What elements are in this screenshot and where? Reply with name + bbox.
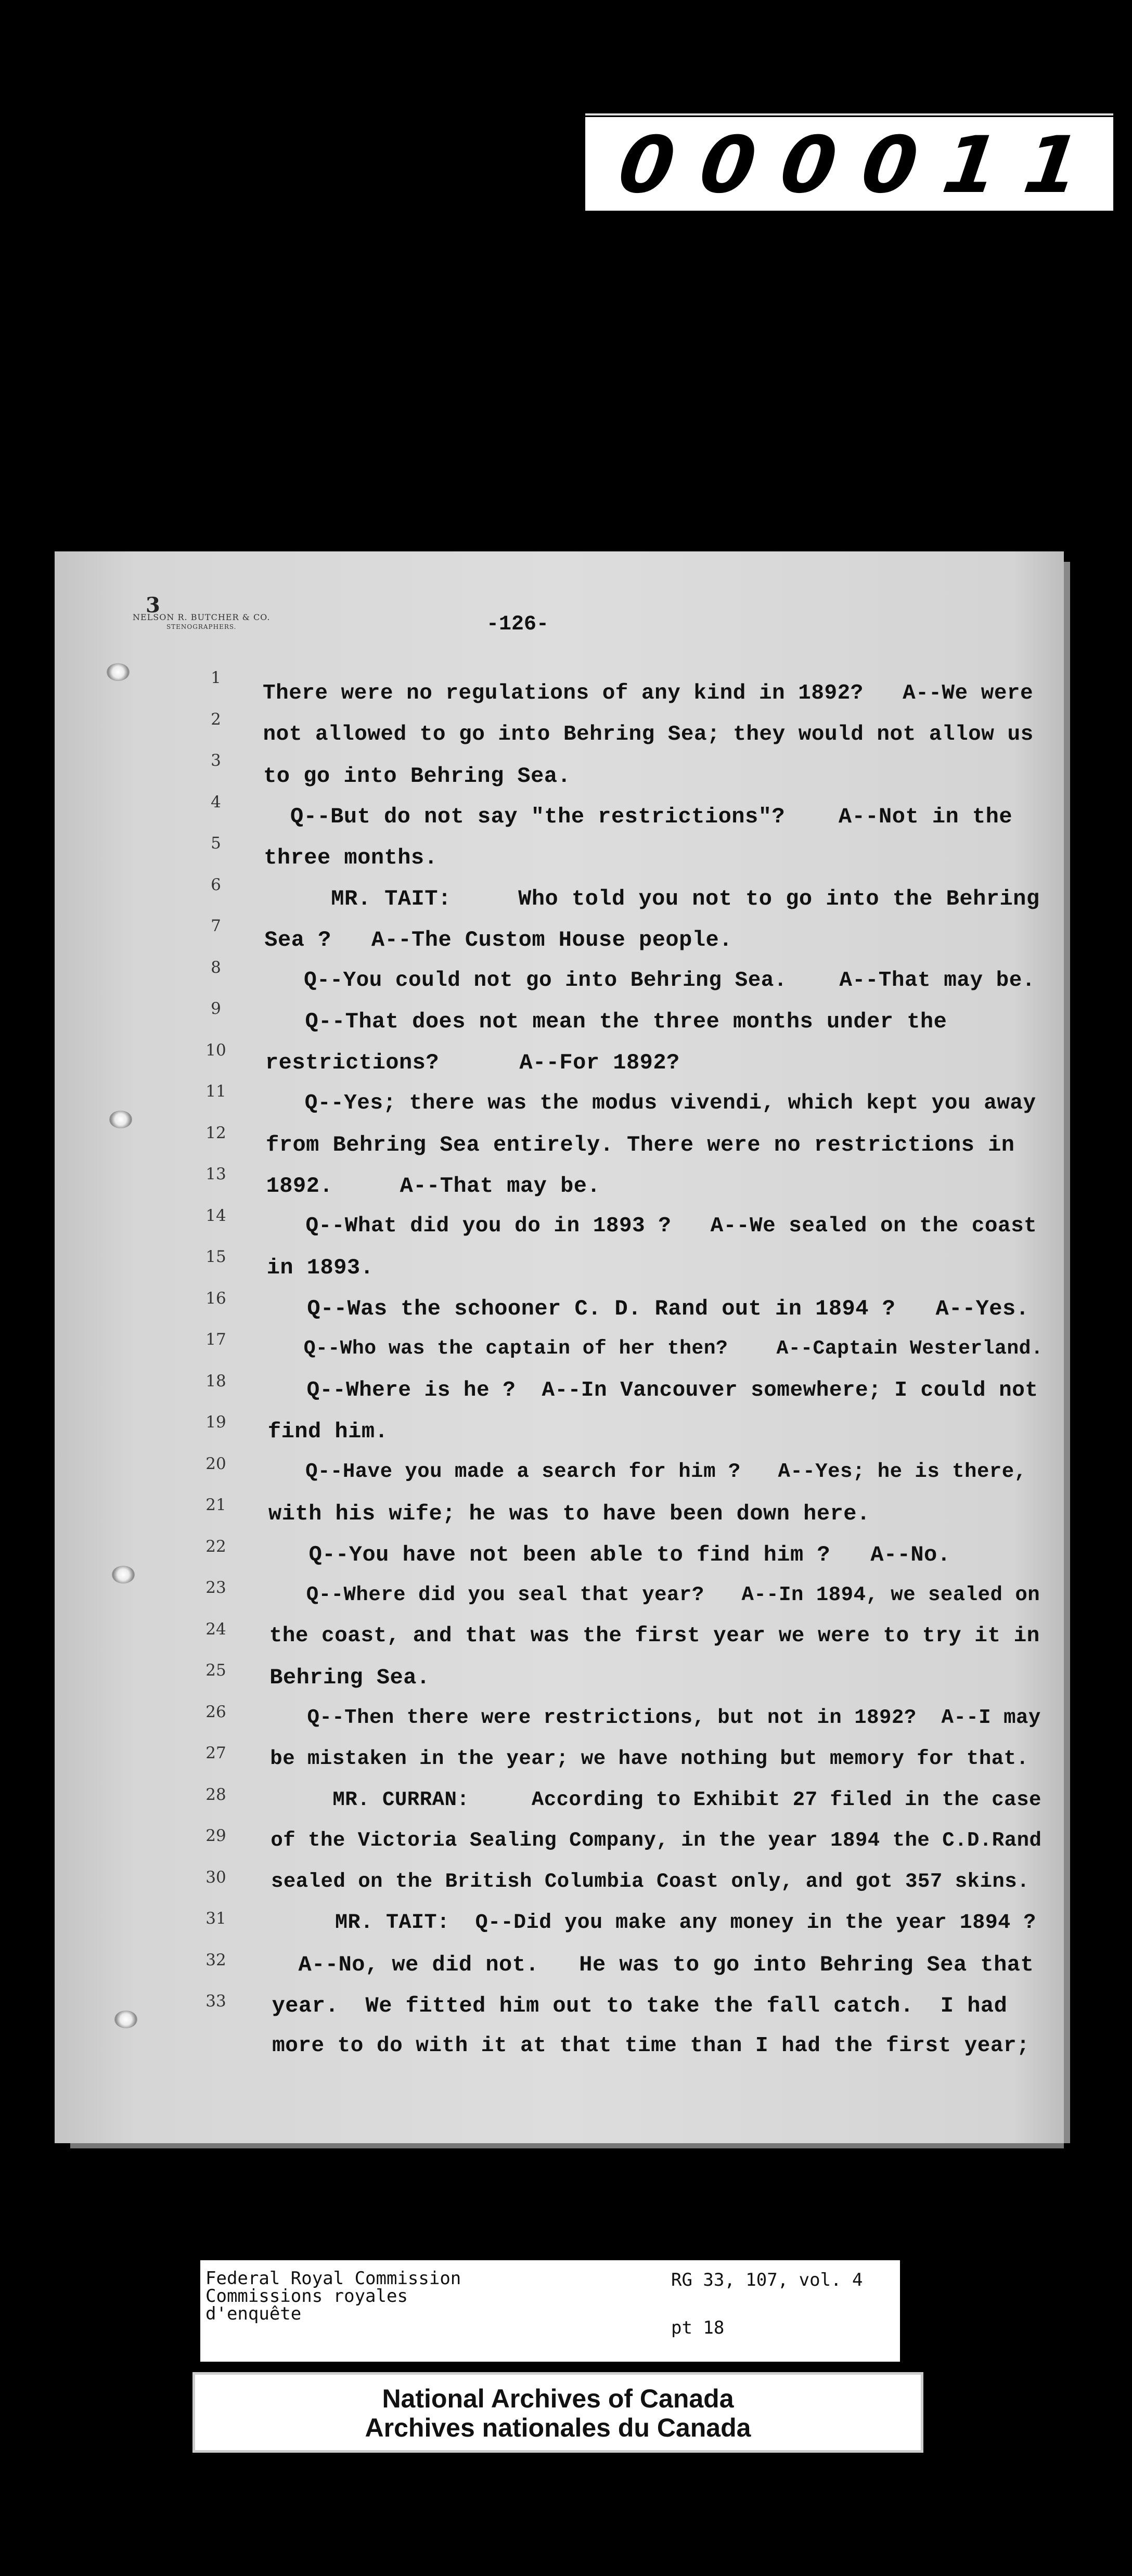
transcript-line: Q--Was the schooner C. D. Rand out in 1894 ? A--Yes.: [267, 1296, 1030, 1321]
firm-name: NELSON R. BUTCHER & CO.: [133, 612, 271, 622]
line-number: 25: [205, 1661, 226, 1680]
transcript-line: year. We fitted him out to take the fall catch. I had: [272, 1993, 1008, 2018]
archive-catalogue-label: [200, 2260, 900, 2362]
punch-hole: [112, 1566, 135, 1583]
line-number: 10: [205, 1040, 226, 1060]
transcript-line: MR. CURRAN: According to Exhibit 27 filed in the case: [270, 1788, 1041, 1811]
transcript-line: three months.: [264, 845, 438, 871]
transcript-line: Q--But do not say "the restrictions"? A--Not in the: [263, 804, 1013, 830]
line-number: 3: [211, 751, 221, 770]
frame-digit: 0: [694, 120, 762, 211]
transcript-line: Q--Who was the captain of her then? A--Captain Westerland.: [267, 1337, 1044, 1360]
page-shadow-edge: [1064, 562, 1070, 2143]
line-number: 18: [205, 1371, 226, 1390]
transcript-line: in 1893.: [266, 1255, 374, 1281]
record-group-reference: RG 33, 107, vol. 4: [671, 2270, 863, 2290]
transcript-line: A--No, we did not. He was to go into Behring Sea that: [272, 1952, 1034, 1977]
page-number: -126-: [486, 613, 549, 636]
transcript-line: be mistaken in the year; we have nothing but memory for that.: [270, 1747, 1029, 1770]
punch-hole: [114, 2011, 137, 2028]
frame-digit: 0: [775, 120, 842, 211]
part-number: pt 18: [671, 2317, 725, 2338]
line-number: 14: [205, 1206, 226, 1225]
line-number: 11: [205, 1082, 226, 1101]
transcript-line: to go into Behring Sea.: [263, 763, 571, 789]
line-number: 1: [211, 668, 221, 687]
transcript-line: sealed on the British Columbia Coast only, and got 357 skins.: [271, 1870, 1030, 1894]
transcript-line: with his wife; he was to have been down here.: [268, 1501, 870, 1526]
transcript-line: 1892. A--That may be.: [266, 1173, 601, 1199]
punch-hole: [107, 663, 130, 681]
line-number: 4: [211, 792, 221, 812]
transcript-line: Behring Sea.: [269, 1665, 430, 1691]
line-number: 12: [205, 1123, 226, 1142]
frame-digit: 0: [613, 120, 680, 211]
line-number: 20: [205, 1454, 226, 1473]
transcript-line: MR. TAIT: Q--Did you make any money in the year 1894 ?: [271, 1911, 1036, 1935]
transcript-line: from Behring Sea entirely. There were no restrictions in: [266, 1132, 1015, 1157]
frame-digit: 0: [856, 120, 923, 211]
line-number: 15: [205, 1247, 226, 1266]
line-number: 33: [205, 1992, 226, 2011]
stamp-top-rule: [585, 113, 1113, 115]
line-number: 28: [205, 1785, 226, 1804]
collection-name: [205, 2270, 461, 2323]
transcript-line: Sea ? A--The Custom House people.: [264, 927, 732, 952]
line-number: 22: [205, 1537, 226, 1556]
line-number: 16: [205, 1289, 226, 1308]
transcript-line: Q--Then there were restrictions, but not in 1892? A--I may: [269, 1706, 1041, 1729]
collection-line: d'enquête: [205, 2303, 302, 2324]
transcript-line: Q--Where is he ? A--In Vancouver somewhere; I could not: [267, 1378, 1038, 1402]
line-number: 13: [205, 1165, 226, 1183]
transcript-line: Q--You have not been able to find him ? A--No.: [268, 1542, 951, 1567]
line-number: 27: [205, 1744, 226, 1762]
line-number: 9: [211, 999, 221, 1018]
line-number: 30: [205, 1867, 226, 1887]
transcript-line: of the Victoria Sealing Company, in the year 1894 the C.D.Rand: [271, 1829, 1042, 1852]
transcript-line: restrictions? A--For 1892?: [265, 1050, 680, 1076]
transcript-line: the coast, and that was the first year we were to try it in: [269, 1624, 1040, 1648]
transcript-line: Q--That does not mean the three months under the: [265, 1009, 947, 1035]
firm-subtitle: STENOGRAPHERS.: [166, 623, 237, 630]
archives-banner: [192, 2372, 923, 2453]
transcript-line: find him.: [267, 1419, 389, 1445]
transcript-line: Q--Yes; there was the modus vivendi, which kept you away: [265, 1091, 1036, 1115]
line-number: 29: [205, 1826, 226, 1845]
transcript-line: not allowed to go into Behring Sea; they would not allow us: [263, 722, 1034, 746]
frame-digit: 1: [937, 120, 1005, 211]
line-number: 7: [211, 917, 221, 935]
transcript-line: Q--What did you do in 1893 ? A--We sealed on the coast: [266, 1214, 1037, 1239]
line-number: 8: [211, 958, 221, 977]
line-number: 2: [211, 710, 221, 729]
transcript-line: more to do with it at that time than I had the first year;: [272, 2034, 1030, 2058]
line-number: 17: [205, 1330, 226, 1349]
transcript-line: MR. TAIT: Who told you not to go into the Behring: [264, 886, 1040, 911]
line-number: 5: [211, 834, 221, 853]
frame-number-stamp: [585, 117, 1113, 211]
archives-name-english: National Archives of Canada: [382, 2384, 734, 2413]
line-number: 26: [205, 1702, 226, 1721]
transcript-line: Q--You could not go into Behring Sea. A--That may be.: [264, 968, 1035, 993]
line-number: 19: [205, 1413, 226, 1432]
line-number: 31: [205, 1909, 226, 1928]
line-number: 24: [205, 1619, 226, 1639]
page-reference-mark: 3: [146, 593, 160, 617]
archives-name-french: Archives nationales du Canada: [365, 2413, 751, 2442]
line-number: 21: [205, 1496, 226, 1514]
line-number: 6: [211, 875, 221, 894]
collection-line: Federal Royal Commission: [205, 2268, 461, 2289]
transcript-line: Q--Have you made a search for him ? A--Yes; he is there,: [268, 1460, 1027, 1484]
collection-line: Commissions royales: [205, 2286, 408, 2307]
line-number: 32: [205, 1950, 226, 1969]
stenographer-firm: [133, 613, 270, 632]
transcript-page: [55, 551, 1064, 2143]
punch-hole: [109, 1111, 132, 1128]
frame-digit: 1: [1018, 120, 1086, 211]
transcript-line: There were no regulations of any kind in 1892? A--We were: [263, 681, 1034, 705]
page-shadow-edge: [70, 2143, 1064, 2148]
line-number: 23: [205, 1578, 226, 1597]
transcript-line: Q--Where did you seal that year? A--In 1894, we sealed on: [269, 1583, 1040, 1606]
